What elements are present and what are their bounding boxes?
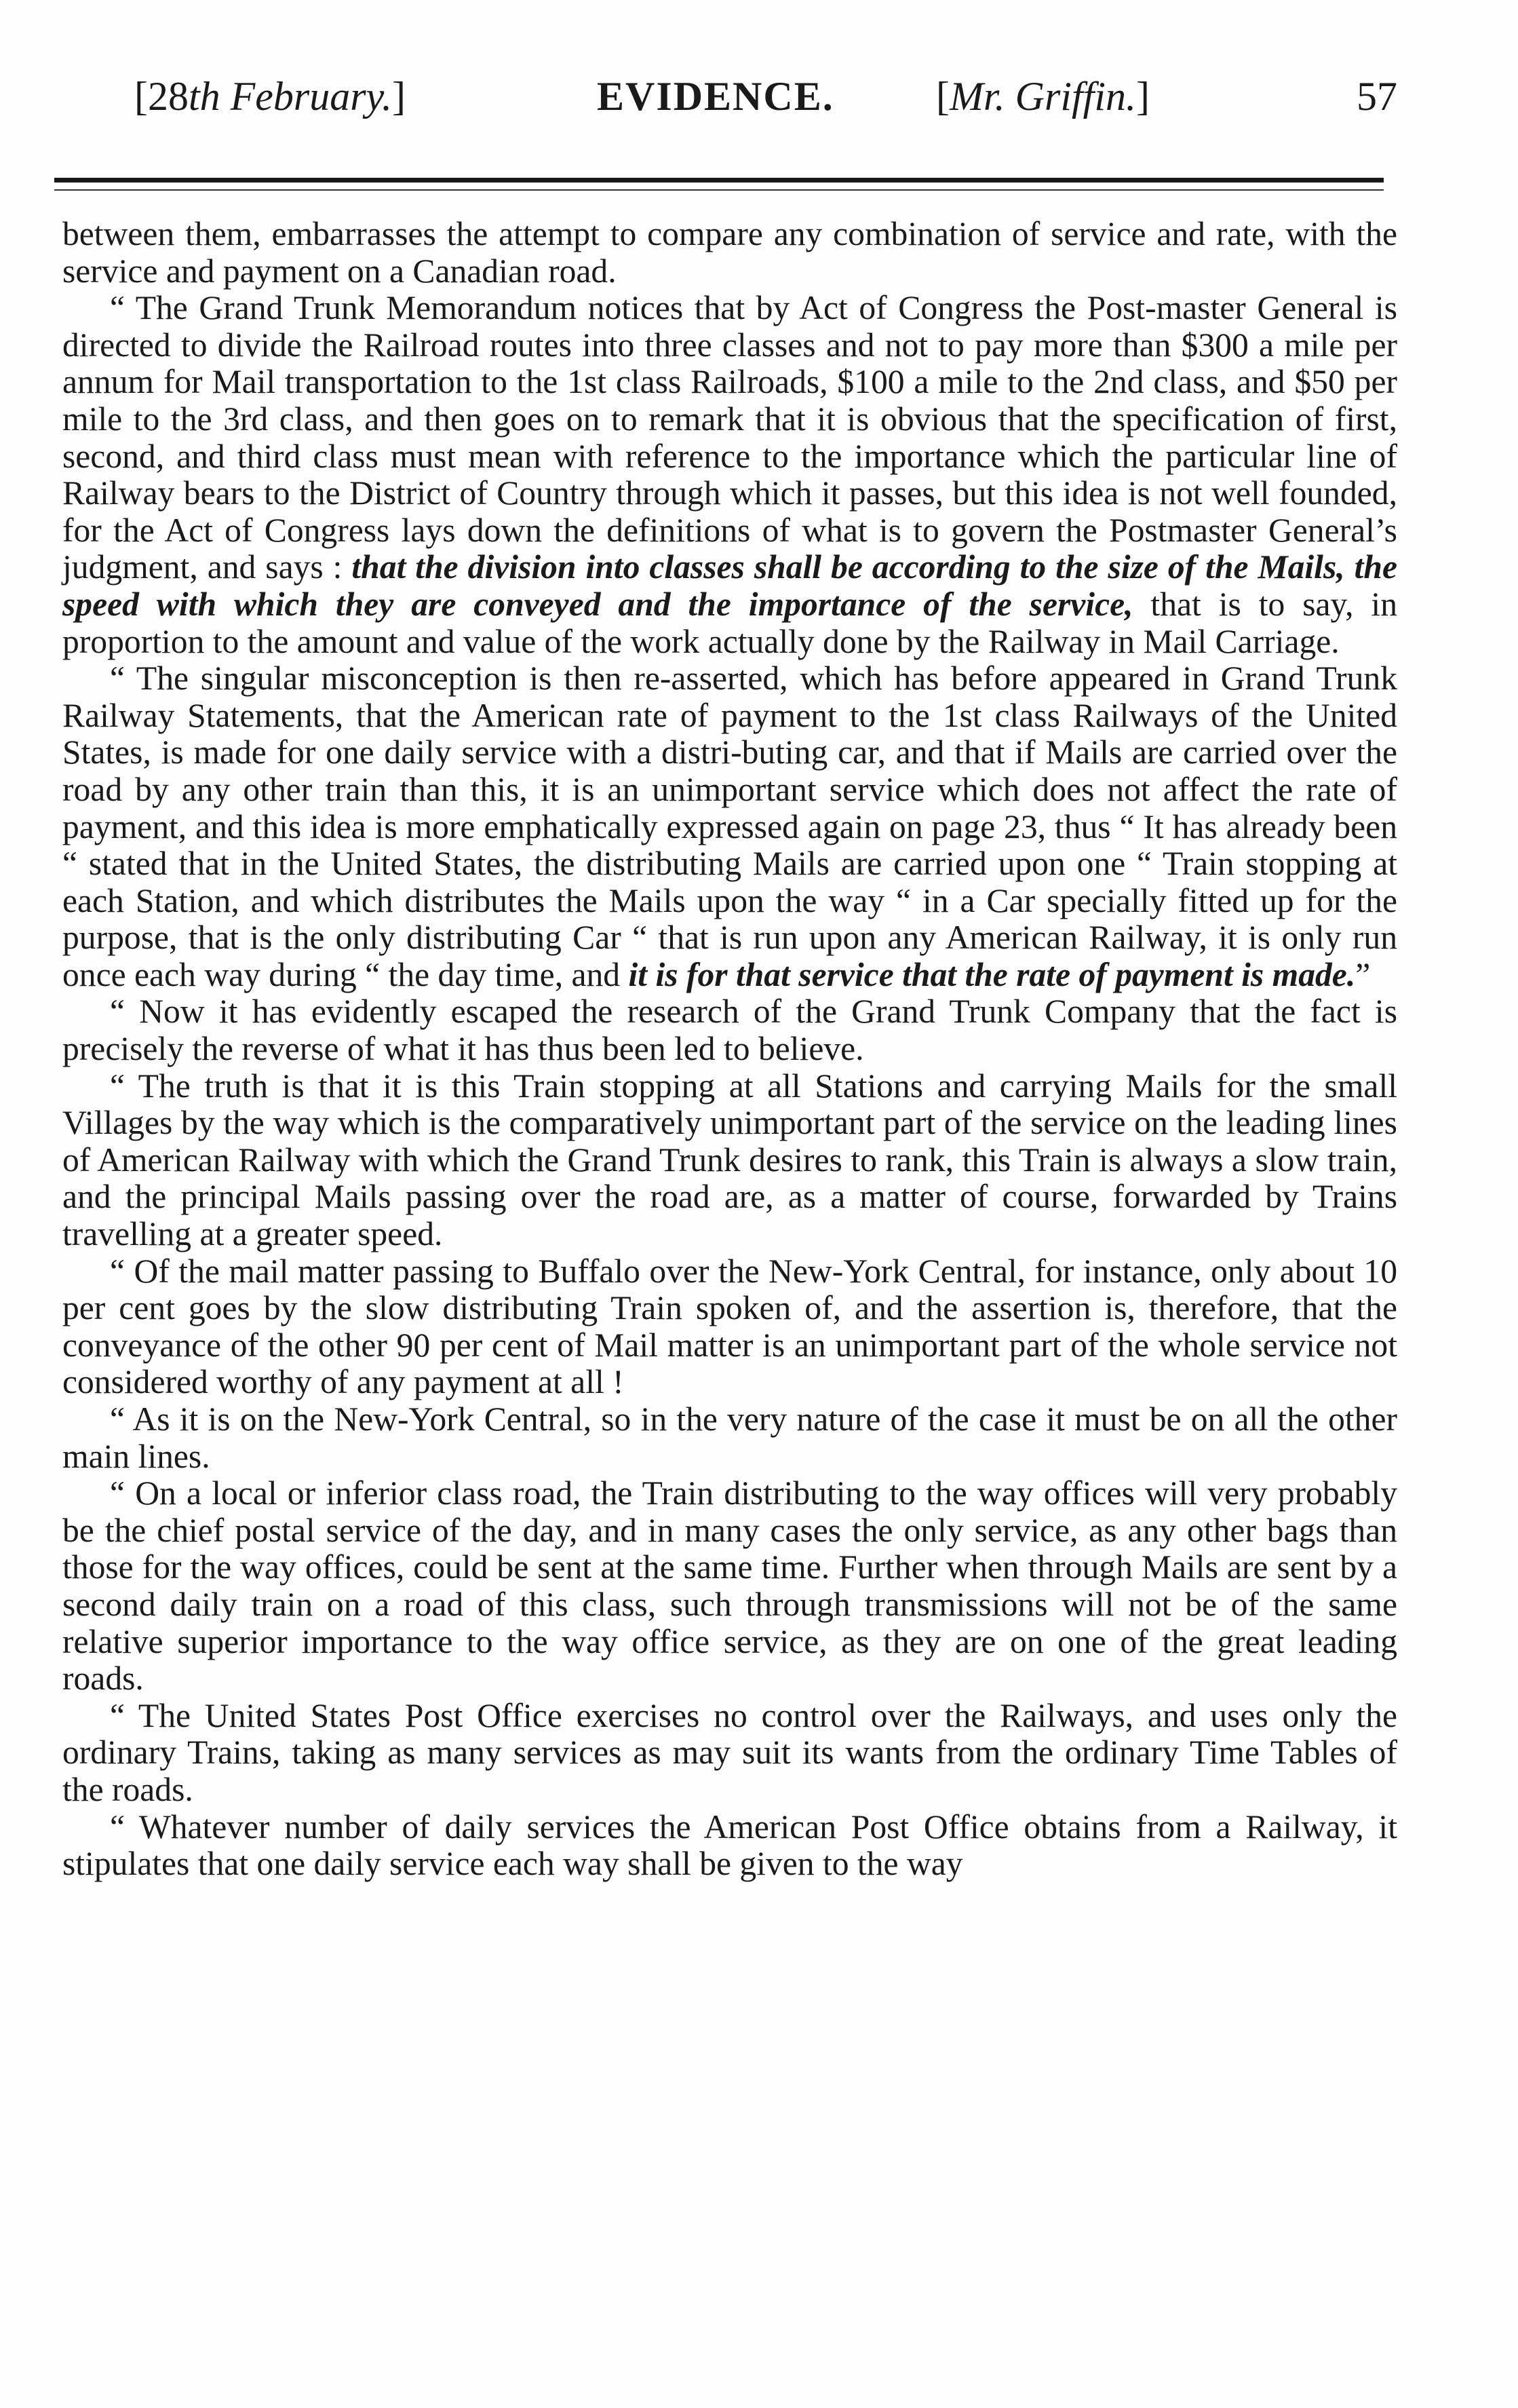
paragraph-text: “ The truth is that it is this Train stopping at all Stations and carrying Mails for the small Villages by the way which is the comparatively unimportant part of the service on the leading lines of American Railway with which the Grand Trunk desires to rank, this Train is always a slow train, and the principal Mails passing over the road are, as a matter of course, forwarded by Trains travelling at a greater speed. bbox=[62, 1067, 1397, 1253]
page-number: 57 bbox=[1357, 74, 1397, 119]
body-text bbox=[62, 216, 1397, 1883]
paragraph bbox=[62, 1253, 1397, 1401]
paragraph-text: “ On a local or inferior class road, the Train distributing to the way offices will very probably be the chief postal service of the day, and in many cases the only service, as any other bags than those for the way offices, could be sent at the same time. Further when through Mails are sent by a second daily train on a road of this class, such through transmissions will not be of the same relative superior importance to the way office service, as they are on one of the great leading roads. bbox=[62, 1474, 1397, 1698]
paragraph bbox=[62, 216, 1397, 290]
header-witness-close: ] bbox=[1136, 74, 1150, 119]
paragraph bbox=[62, 1809, 1397, 1883]
paragraph bbox=[62, 1698, 1397, 1809]
header-date bbox=[134, 73, 406, 120]
header-witness bbox=[936, 73, 1150, 120]
paragraph-text: “ Whatever number of daily services the American Post Office obtains from a Railway, it stipulates that one daily service each way shall be given to the way bbox=[62, 1808, 1397, 1883]
paragraph-text: ” bbox=[1355, 955, 1371, 993]
paragraph-text: “ The Grand Trunk Memorandum notices that by Act of Congress the Post-master General is directed to divide the Railroad routes into three classes and not to pay more than $300 a mile per annum for Mail transportation to the 1st class Railroads, $100 a mile to the 2nd class, and $50 per mile to the 3rd class, and then goes on to remark that it is obvious that the specification of first, second, and third class must mean with reference to the importance which the particular line of Railway bears to the District of Country through which it passes, but this idea is not well founded, for the Act of Congress lays down the definitions of what is to govern the Postmaster General’s judgment, and says : bbox=[62, 289, 1397, 586]
header-rule-thick bbox=[54, 178, 1384, 183]
paragraph-text: “ Of the mail matter passing to Buffalo over the New-York Central, for instance, only about 10 per cent goes by the slow distributing Train spoken of, and the assertion is, therefore, that the conveyance of the other 90 per cent of Mail matter is an unimportant part of the whole service not considered worthy of any payment at all ! bbox=[62, 1252, 1397, 1401]
paragraph-italic-text: it is for that service that the rate of payment is made. bbox=[628, 955, 1356, 993]
paragraph-text: “ The singular misconception is then re-asserted, which has before appeared in Grand Trunk Railway Statements, that the American rate of payment to the 1st class Railways of the United States, is made for one daily service with a distri-buting car, and that if Mails are carried over the road by any other train than this, it is an unimportant service which does not affect the rate of payment, and this idea is more emphatically expressed again on page 23, thus “ It has already been “ stated that in the United States, the distributing Mails are carried upon one “ Train stopping at each Station, and which distributes the Mails upon the way “ in a Car specially fitted up for the purpose, that is the only distributing Car “ that is run upon any American Railway, it is only run once each way during “ the day time, and bbox=[62, 660, 1397, 993]
paragraph-text: “ Now it has evidently escaped the research of the Grand Trunk Company that the fact is precisely the reverse of what it has thus been led to believe. bbox=[62, 993, 1397, 1068]
paragraph bbox=[62, 1475, 1397, 1698]
paragraph bbox=[62, 1068, 1397, 1253]
running-header bbox=[129, 73, 1397, 134]
header-rule-thin bbox=[54, 189, 1384, 191]
header-date-italic: th February. bbox=[188, 74, 392, 119]
paragraph-italic-text: that the division into classes shall be according to the size of the Mails, the speed with which they are conveyed and the importance of the service, bbox=[62, 548, 1397, 623]
header-title: EVIDENCE. bbox=[597, 74, 834, 119]
paragraph bbox=[62, 660, 1397, 993]
header-witness-open: [ bbox=[936, 74, 950, 119]
paragraph-text: “ As it is on the New-York Central, so in the very nature of the case it must be on all the other main lines. bbox=[62, 1400, 1397, 1475]
header-date-open: [28 bbox=[134, 74, 189, 119]
paragraph-text: that is to say, in proportion to the amount and value of the work actually done by the Railway in Mail Carriage. bbox=[62, 585, 1397, 660]
paragraph-text: between them, embarrasses the attempt to compare any combination of service and rate, with the service and payment on a Canadian road. bbox=[62, 215, 1397, 290]
header-date-close: ] bbox=[391, 74, 406, 119]
header-witness-italic: Mr. Griffin. bbox=[949, 74, 1137, 119]
paragraph bbox=[62, 1401, 1397, 1475]
paragraph-text: “ The United States Post Office exercises no control over the Railways, and uses only the ordinary Trains, taking as many services as may suit its wants from the ordinary Time Tables of the roads. bbox=[62, 1696, 1397, 1808]
paragraph bbox=[62, 993, 1397, 1067]
paragraph bbox=[62, 290, 1397, 660]
